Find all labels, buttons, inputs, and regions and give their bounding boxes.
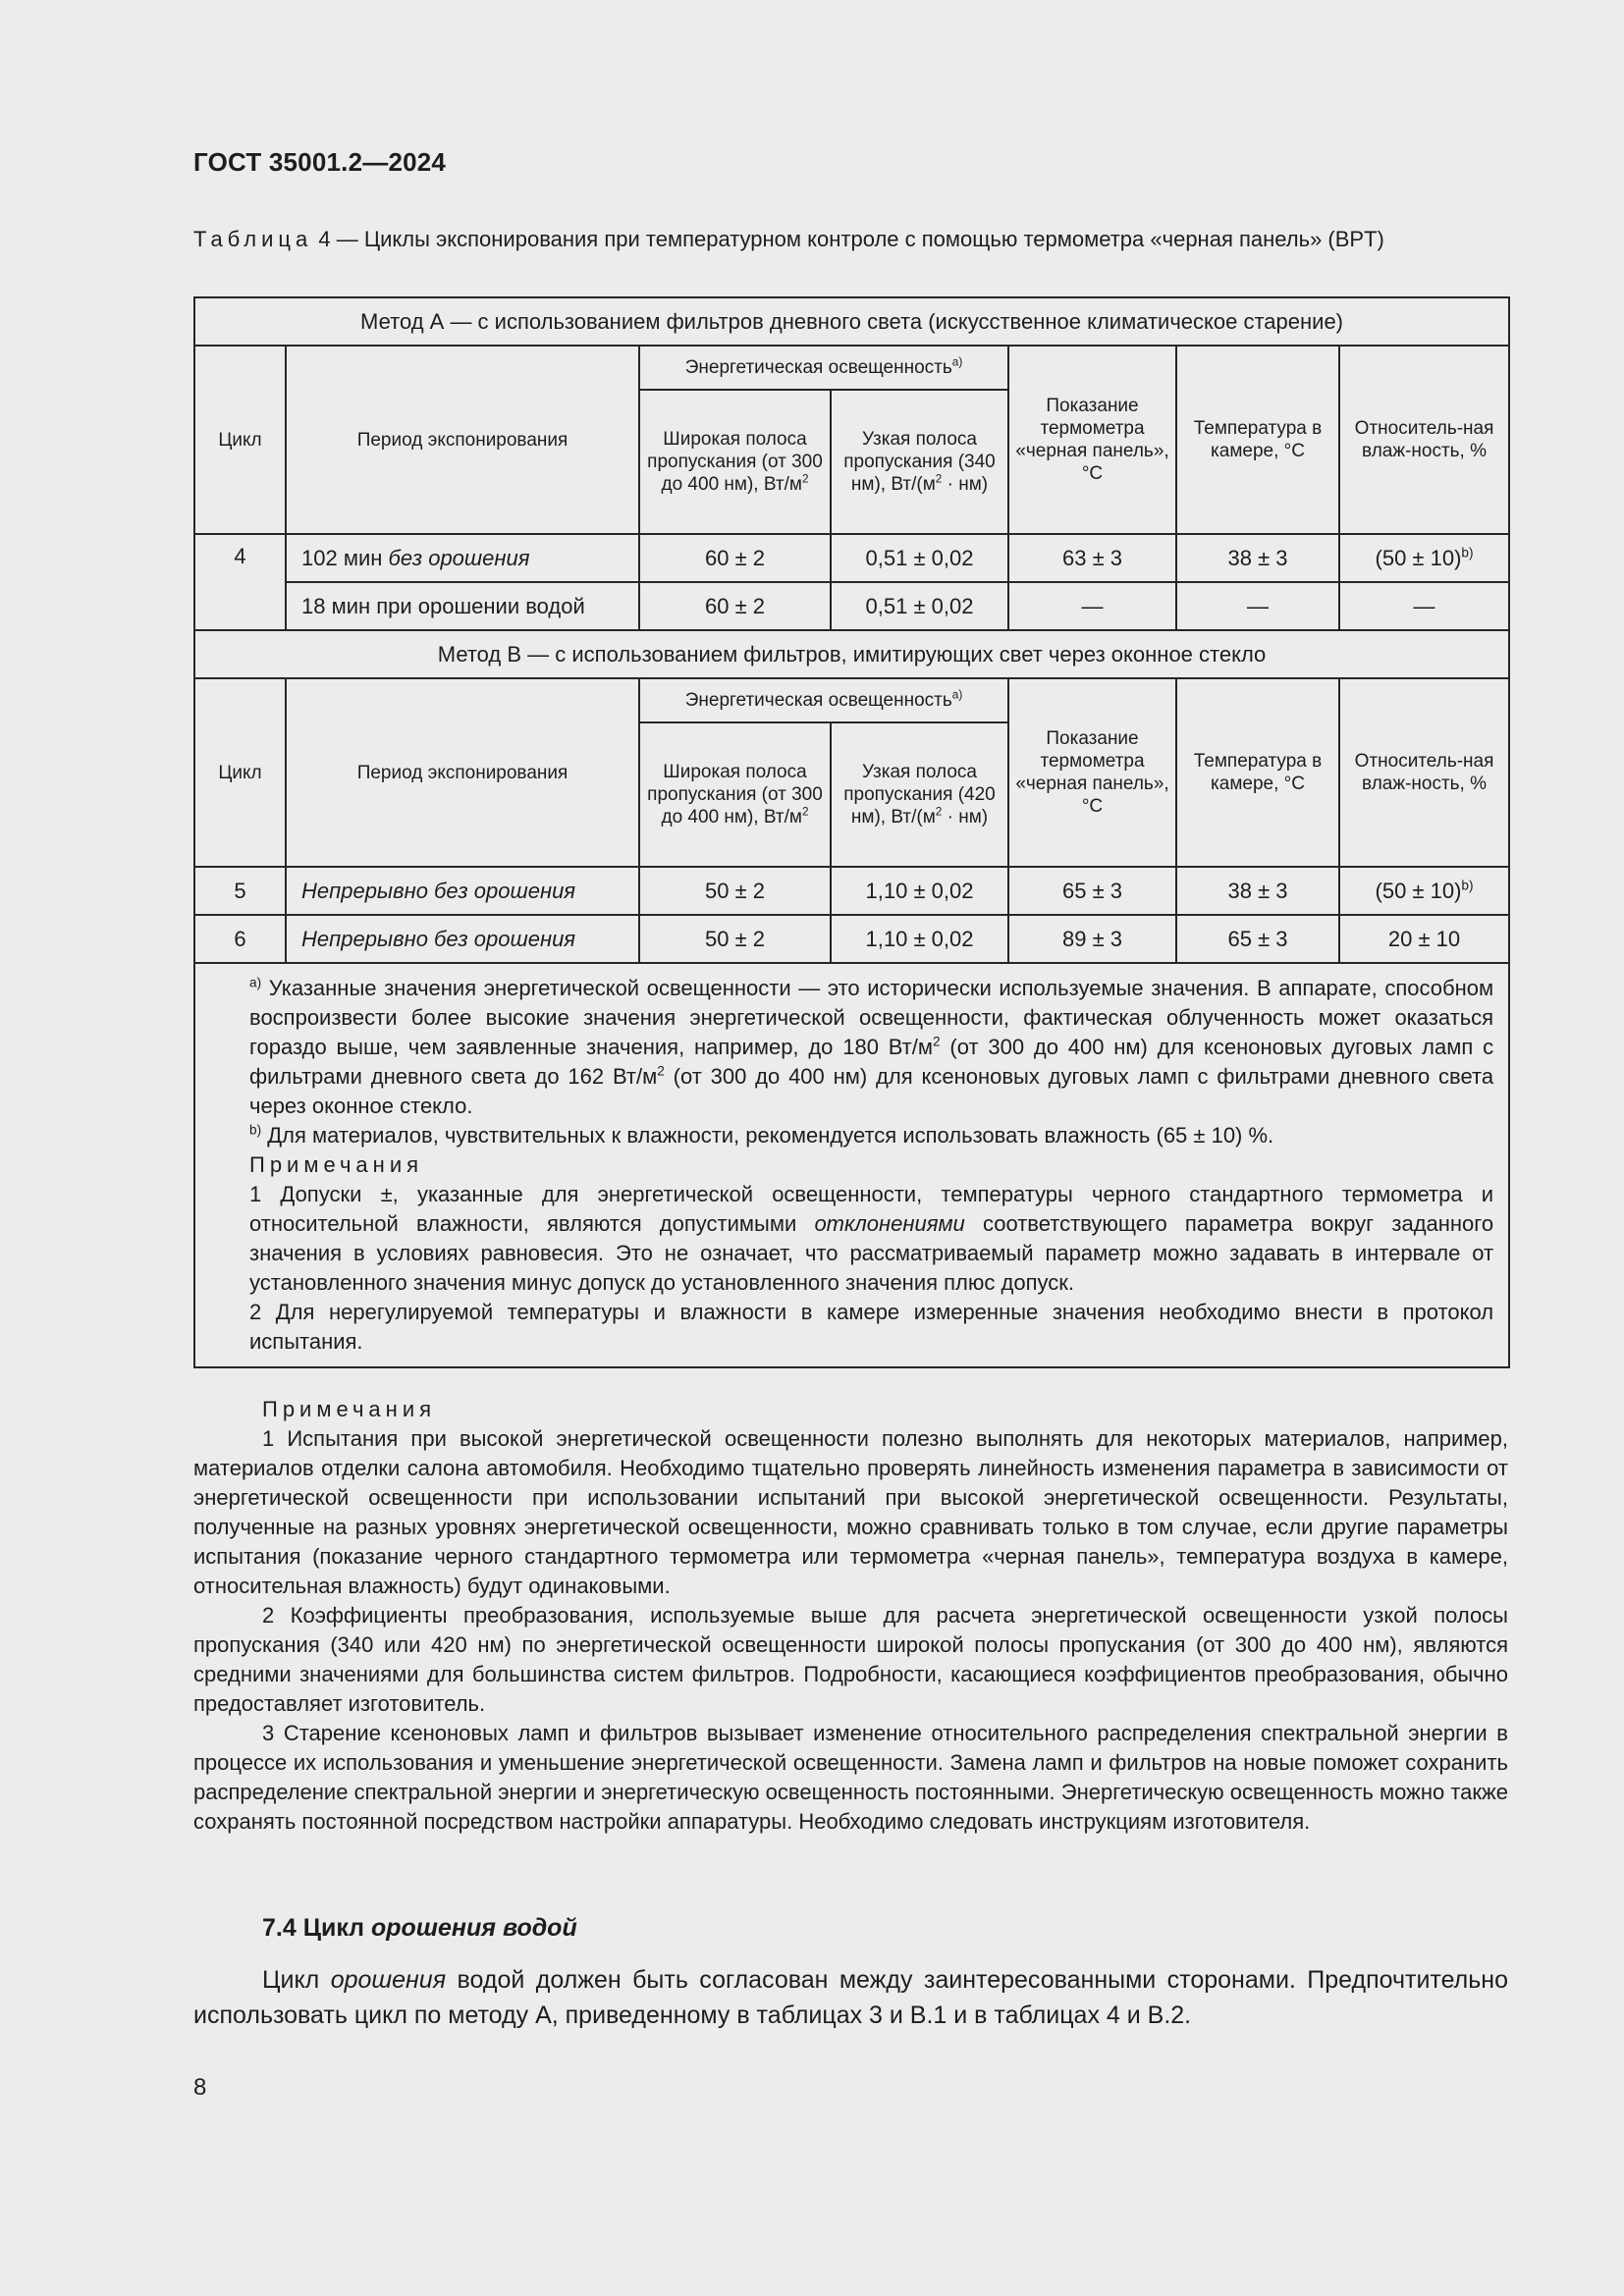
footnote-a — [249, 974, 1493, 1121]
header-humidity: Относитель-ная влаж-ность, % — [1339, 346, 1509, 534]
header-period: Период экспонирования — [286, 346, 639, 534]
footnote-a-text-3: (от 300 до 400 нм) для ксеноновых дуговых ламп с фильтрами дневного света через оконное стекло. — [249, 1064, 1494, 1118]
cell-narrow: 0,51 ± 0,02 — [831, 582, 1008, 630]
note-2: 2 Коэффициенты преобразования, используемые выше для расчета энергетической освещенности узкой полосы пропускания (340 или 420 нм) по энергетической освещенности широкой полосы пропускания (от 300 до 400 нм), являются средними значениями для большинства систем фильтров. Подробности, касающиеся коэффициентов преобразования, обычно предоставляет изготовитель. — [193, 1603, 1508, 1716]
cell-chamber: 65 ± 3 — [1176, 915, 1339, 963]
humidity-value: (50 ± 10) — [1375, 546, 1462, 570]
header-irradiance — [639, 346, 1008, 390]
table-note-1-text-a: 1 Допуски ±, указанные для энергетической освещенности, температуры черного стандартного термометра и относительной влажности, являются допустимыми — [249, 1182, 1494, 1236]
humidity-value: (50 ± 10) — [1375, 879, 1462, 903]
cell-chamber: 38 ± 3 — [1176, 534, 1339, 582]
cell-period — [286, 534, 639, 582]
table-note-2: 2 Для нерегулируемой температуры и влажности в камере измеренные значения необходимо внести в протокол испытания. — [249, 1300, 1494, 1354]
caption-text: 4 — Циклы экспонирования при температурном контроле с помощью термометра «черная панель» (BPT) — [312, 227, 1384, 251]
notes-title: Примечания — [262, 1397, 437, 1421]
period-emphasis: без орошения — [388, 546, 530, 570]
note-3: 3 Старение ксеноновых ламп и фильтров вызывает изменение относительного распределения спектральной энергии в процессе их использования и уменьшение энергетической освещенности. Замена ламп и фильтров на новые поможет сохранить распределение спектральной энергии и энергетическую освещенность постоянными. Энергетическую освещенность можно также сохранять постоянной посредством настройки аппаратуры. Необходимо следовать инструкциям изготовителя. — [193, 1721, 1508, 1834]
footnote-a-sup-2: 2 — [657, 1063, 665, 1079]
cell-cycle: 4 — [194, 534, 286, 630]
cycles-table — [193, 296, 1510, 1368]
cell-humidity — [1339, 534, 1509, 582]
header-broad-band — [639, 390, 831, 534]
cell-period: 18 мин при орошении водой — [286, 582, 639, 630]
cell-broad: 50 ± 2 — [639, 915, 831, 963]
cell-bpt: 89 ± 3 — [1008, 915, 1176, 963]
cell-humidity: — — [1339, 582, 1509, 630]
footnote-b-text: Для материалов, чувствительных к влажности, рекомендуется использовать влажность (65 ± 10) %. — [261, 1123, 1274, 1148]
footnote-a-sup-1: 2 — [933, 1034, 941, 1049]
footnote-a-ref: a) — [951, 688, 963, 702]
period-emphasis: Непрерывно без орошения — [301, 879, 576, 903]
cell-chamber: — — [1176, 582, 1339, 630]
table-footnotes — [194, 963, 1509, 1367]
note-1: 1 Испытания при высокой энергетической освещенности полезно выполнять для некоторых материалов, например, материалов отделки салона автомобиля. Необходимо тщательно проверять линейность изменения параметра в зависимости от энергетической освещенности при использовании испытаний при высокой энергетической освещенности. Результаты, полученные на разных уровнях энергетической освещенности, можно сравнивать только в том случае, если другие параметры испытания (показание черного стандартного термометра или термометра «черная панель», температура воздуха в камере, относительная влажность) будут одинаковыми. — [193, 1426, 1508, 1598]
cell-narrow: 0,51 ± 0,02 — [831, 534, 1008, 582]
paragraph-text-a: Цикл — [262, 1966, 331, 1994]
header-bpt: Показание термометра «черная панель», °С — [1008, 346, 1176, 534]
cell-bpt: 63 ± 3 — [1008, 534, 1176, 582]
table-caption — [193, 226, 1509, 253]
table-row — [194, 582, 1509, 630]
header-broad-text: Широкая полоса пропускания (от 300 до 400 нм), Вт/м — [647, 429, 823, 495]
table-row — [194, 915, 1509, 963]
cell-broad: 60 ± 2 — [639, 534, 831, 582]
notes-block — [193, 1395, 1508, 1837]
header-cycle: Цикл — [194, 678, 286, 867]
cell-period — [286, 867, 639, 915]
table-note-1 — [249, 1180, 1493, 1298]
table-row — [194, 534, 1509, 582]
header-narrow-text: Узкая полоса пропускания (340 нм), Вт/(м — [843, 429, 996, 495]
header-cycle: Цикл — [194, 346, 286, 534]
period-emphasis: Непрерывно без орошения — [301, 927, 576, 951]
header-narrow-unit: · нм) — [942, 807, 989, 828]
cell-broad: 60 ± 2 — [639, 582, 831, 630]
header-irradiance-text: Энергетическая освещенность — [684, 690, 952, 711]
method-a-title: Метод А — с использованием фильтров дневного света (искусственное климатическое старение) — [194, 297, 1509, 346]
page-number: 8 — [193, 2074, 207, 2101]
cell-chamber: 38 ± 3 — [1176, 867, 1339, 915]
header-humidity: Относитель-ная влаж-ность, % — [1339, 678, 1509, 867]
header-narrow-sup: 2 — [935, 805, 943, 819]
header-bpt: Показание термометра «черная панель», °С — [1008, 678, 1176, 867]
header-chamber: Температура в камере, °С — [1176, 678, 1339, 867]
cell-broad: 50 ± 2 — [639, 867, 831, 915]
section-heading-text: 7.4 Цикл — [262, 1914, 371, 1942]
footnote-a-mark: a) — [249, 975, 262, 990]
cell-humidity: 20 ± 10 — [1339, 915, 1509, 963]
section-heading — [262, 1914, 577, 1943]
footnote-a-text-1: Указанные значения энергетической освещенности — это исторически используемые значения. В аппарате, способном воспроизвести более высокие значения энергетической освещенности, фактическая облученность может оказаться гораздо выше, чем заявленные значения, например, до 180 Вт/м — [249, 976, 1494, 1059]
section-heading-emphasis: орошения водой — [370, 1914, 577, 1942]
header-chamber: Температура в камере, °С — [1176, 346, 1339, 534]
footnote-b-ref: b) — [1461, 878, 1474, 893]
document-header: ГОСТ 35001.2—2024 — [193, 147, 447, 177]
cell-cycle: 6 — [194, 915, 286, 963]
header-narrow-sup: 2 — [935, 472, 943, 486]
cell-cycle: 5 — [194, 867, 286, 915]
table-notes-title: Примечания — [249, 1152, 424, 1177]
table-row — [194, 867, 1509, 915]
method-b-title: Метод В — с использованием фильтров, имитирующих свет через оконное стекло — [194, 630, 1509, 678]
header-irradiance — [639, 678, 1008, 722]
cell-bpt: 65 ± 3 — [1008, 867, 1176, 915]
caption-word: Таблица — [193, 227, 313, 251]
header-narrow-text: Узкая полоса пропускания (420 нм), Вт/(м — [843, 762, 996, 828]
header-broad-text: Широкая полоса пропускания (от 300 до 400 нм), Вт/м — [647, 762, 823, 828]
cell-bpt: — — [1008, 582, 1176, 630]
cell-humidity — [1339, 867, 1509, 915]
table-note-1-text-b: соответствующего параметра вокруг заданного значения в условиях равновесия. Это не означает, что рассматриваемый параметр можно задавать в интервале от установленного значения минус допуск до установленного значения плюс допуск. — [249, 1211, 1494, 1295]
header-period: Период экспонирования — [286, 678, 639, 867]
footnote-b — [249, 1121, 1493, 1150]
cell-narrow: 1,10 ± 0,02 — [831, 867, 1008, 915]
footnote-a-text-2: (от 300 до 400 нм) для ксеноновых дуговых ламп с фильтрами дневного света до 162 Вт/м — [249, 1035, 1494, 1089]
header-narrow-unit: · нм) — [942, 474, 989, 495]
paragraph-emphasis: орошения — [330, 1966, 447, 1994]
section-paragraph — [193, 1962, 1508, 2033]
table-note-1-emphasis: отклонениями — [814, 1211, 965, 1236]
header-broad-sup: 2 — [801, 472, 809, 486]
header-broad-band — [639, 722, 831, 867]
header-irradiance-text: Энергетическая освещенность — [684, 357, 952, 378]
footnote-a-ref: a) — [951, 355, 963, 369]
paragraph-text-b: водой должен быть согласован между заинтересованными сторонами. Предпочтительно использовать цикл по методу А, приведенному в таблицах 3 и В.1 и в таблицах 4 и В.2. — [193, 1966, 1508, 2029]
footnote-b-mark: b) — [249, 1122, 262, 1138]
cell-period — [286, 915, 639, 963]
header-narrow-band — [831, 722, 1008, 867]
period-text: 102 мин — [301, 546, 389, 570]
footnote-b-ref: b) — [1461, 545, 1474, 561]
header-broad-sup: 2 — [801, 805, 809, 819]
cell-narrow: 1,10 ± 0,02 — [831, 915, 1008, 963]
header-narrow-band — [831, 390, 1008, 534]
